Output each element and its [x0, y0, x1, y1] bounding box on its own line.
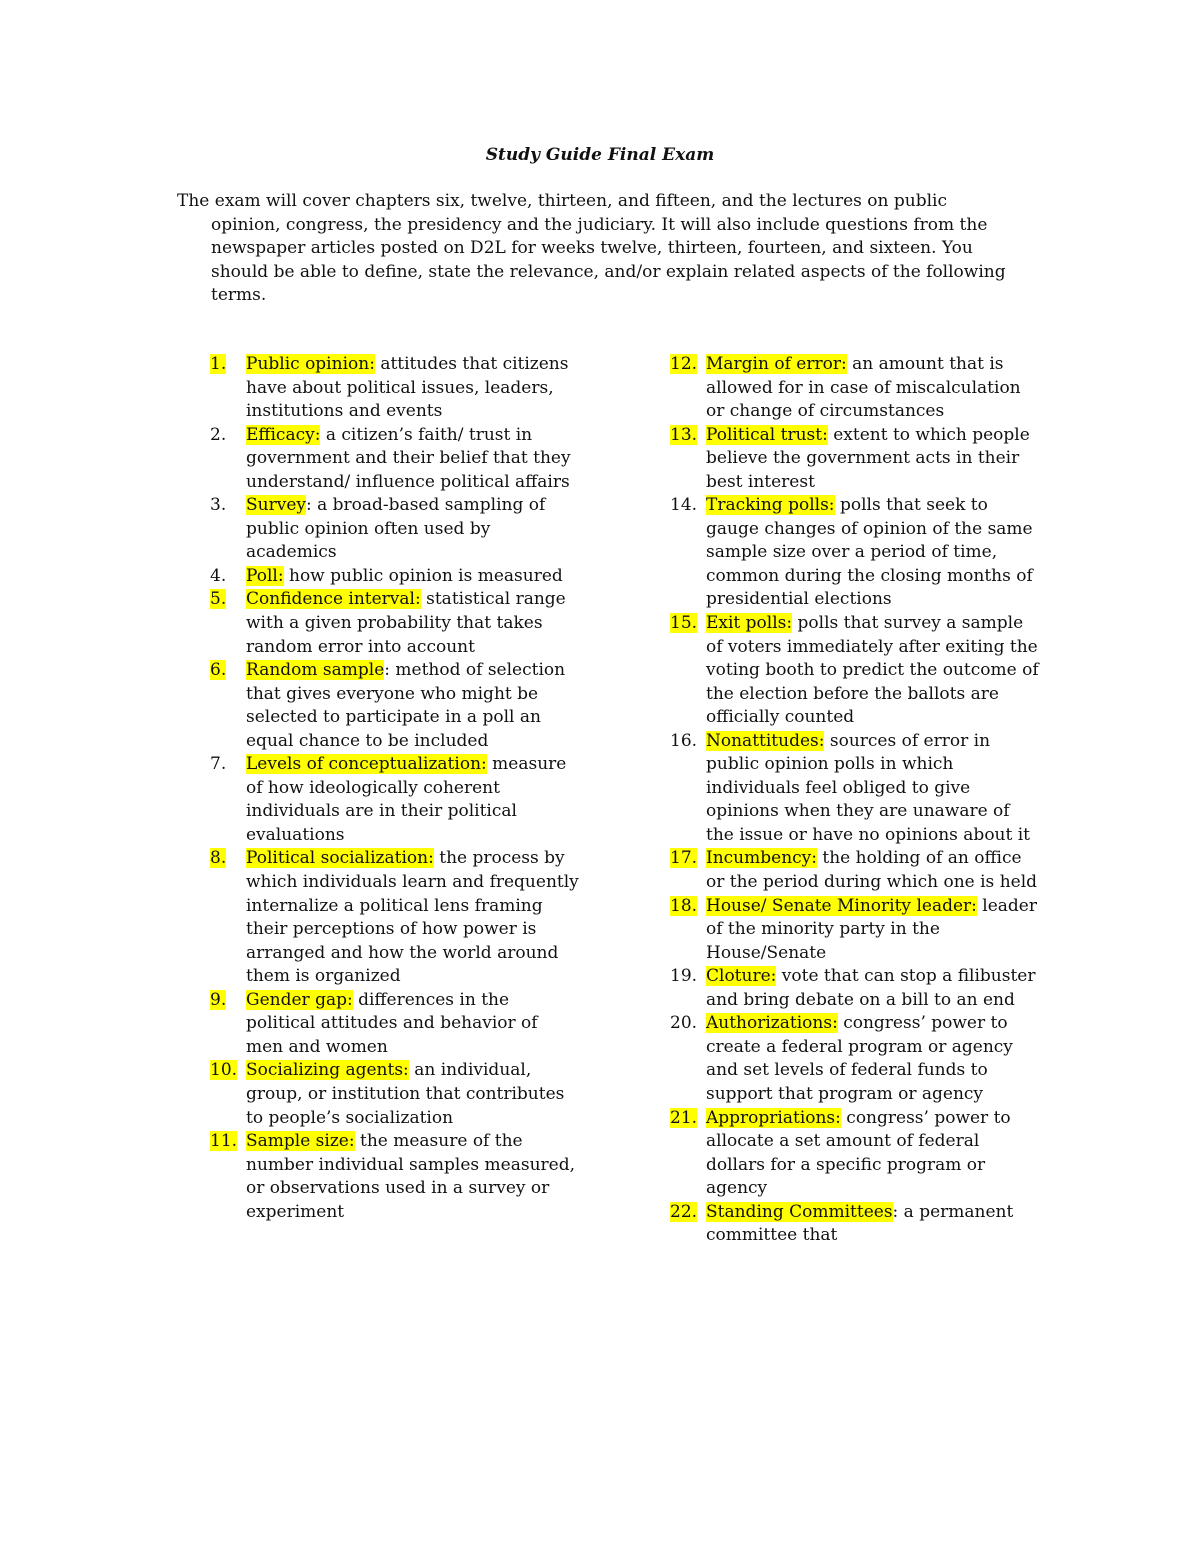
term-item: [210, 424, 580, 495]
term-number: 13.: [670, 424, 698, 445]
term-item: [210, 353, 580, 424]
term-definition: polls that survey a sample of voters immediately after exiting the voting booth to predict the outcome of the election before the ballots are officially counted: [706, 613, 1039, 728]
term-label: Efficacy:: [246, 424, 321, 445]
term-number: 2.: [210, 424, 227, 445]
term-item: [210, 494, 580, 565]
term-number: 9.: [210, 989, 227, 1010]
term-definition: : a broad-based sampling of public opinion often used by academics: [246, 495, 546, 563]
term-definition: congress’ power to allocate a set amount of federal dollars for a specific program or agency: [706, 1107, 1011, 1199]
term-label: Levels of conceptualization:: [246, 754, 487, 775]
term-label: Standing Committees: [706, 1201, 893, 1222]
term-definition: statistical range with a given probability that takes random error into account: [246, 589, 566, 657]
term-item: [210, 565, 580, 589]
term-item: [210, 847, 580, 988]
term-definition: differences in the political attitudes and behavior of men and women: [246, 989, 538, 1057]
term-number: 12.: [670, 354, 698, 374]
term-number: 5.: [210, 589, 227, 610]
term-label: Socializing agents:: [246, 1060, 409, 1081]
term-item: [670, 847, 1040, 894]
term-definition: leader of the minority party in the House/Senate: [706, 895, 1037, 963]
term-label: Exit polls:: [706, 613, 793, 634]
term-definition: sources of error in public opinion polls in which individuals feel obliged to give opinions when they are unaware of the issue or have no opinions about it: [706, 730, 1031, 845]
term-item: [670, 1107, 1040, 1201]
term-item: [670, 353, 1040, 424]
term-label: Political socialization:: [246, 848, 434, 869]
term-label: Tracking polls:: [706, 495, 835, 516]
term-item: [670, 965, 1040, 1012]
term-number: 1.: [210, 354, 227, 374]
term-item: [210, 989, 580, 1060]
term-definition: an individual, group, or institution that contributes to people’s socialization: [246, 1060, 565, 1128]
terms-list-right: [670, 353, 1040, 1248]
term-item: [670, 1201, 1040, 1248]
document-title: Study Guide Final Exam: [485, 145, 715, 165]
term-label: Confidence interval:: [246, 589, 421, 610]
term-item: [210, 753, 580, 847]
term-label: Gender gap:: [246, 989, 353, 1010]
term-definition: attitudes that citizens have about political issues, leaders, institutions and events: [246, 354, 569, 422]
term-number: 18.: [670, 895, 698, 916]
term-label: Political trust:: [706, 424, 828, 445]
term-number: 10.: [210, 1060, 238, 1081]
term-definition: the holding of an office or the period during which one is held: [706, 848, 1038, 893]
term-item: [210, 659, 580, 753]
term-definition: how public opinion is measured: [283, 565, 563, 586]
term-number: 4.: [210, 565, 227, 586]
term-number: 11.: [210, 1131, 238, 1152]
term-number: 15.: [670, 613, 698, 634]
term-item: [670, 1012, 1040, 1106]
term-item: [210, 1130, 580, 1224]
term-label: Margin of error:: [706, 354, 847, 374]
term-number: 19.: [670, 966, 698, 987]
term-definition: : method of selection that gives everyone who might be selected to participate in a poll an equal chance to be included: [246, 660, 566, 751]
term-number: 3.: [210, 495, 227, 516]
term-label: Incumbency:: [706, 848, 817, 869]
term-number: 17.: [670, 848, 698, 869]
term-label: Cloture:: [706, 966, 777, 987]
term-item: [670, 730, 1040, 848]
term-label: Authorizations:: [706, 1013, 838, 1034]
term-label: Appropriations:: [706, 1107, 841, 1128]
term-item: [210, 588, 580, 659]
term-definition: vote that can stop a filibuster and bring debate on a bill to an end: [706, 966, 1036, 1010]
term-definition: a citizen’s faith/ trust in government and their belief that they understand/ influence political affairs: [246, 424, 571, 492]
intro-paragraph: The exam will cover chapters six, twelve, thirteen, and fifteen, and the lectures on public opinion, congress, the presidency and the judiciary. It will also include questions from the newspaper articles posted on D2L for weeks twelve, thirteen, fourteen, and sixteen. You should be able to define, state the relevance, and/or explain related aspects of the following terms.: [177, 191, 1006, 306]
term-number: 14.: [670, 495, 698, 516]
term-item: [670, 612, 1040, 730]
term-label: Public opinion:: [246, 354, 375, 374]
term-number: 6.: [210, 660, 227, 681]
term-number: 7.: [210, 754, 227, 775]
term-item: [670, 494, 1040, 612]
term-definition: congress’ power to create a federal program or agency and set levels of federal funds to support that program or agency: [706, 1013, 1013, 1104]
term-label: Nonattitudes:: [706, 730, 825, 751]
term-item: [670, 895, 1040, 966]
term-definition: measure of how ideologically coherent individuals are in their political evaluations: [246, 754, 567, 845]
term-number: 20.: [670, 1013, 698, 1034]
terms-list-left: [210, 353, 580, 1224]
term-definition: the process by which individuals learn and frequently internalize a political lens framing their perceptions of how power is arranged and how the world around them is organized: [246, 848, 579, 987]
term-definition: extent to which people believe the government acts in their best interest: [706, 424, 1030, 492]
term-definition: the measure of the number individual samples measured, or observations used in a survey or experiment: [246, 1131, 575, 1222]
term-number: 16.: [670, 730, 698, 751]
term-number: 21.: [670, 1107, 698, 1128]
term-label: Poll:: [246, 565, 284, 586]
term-label: Sample size:: [246, 1131, 355, 1152]
term-item: [210, 1059, 580, 1130]
term-label: House/ Senate Minority leader:: [706, 895, 977, 916]
term-number: 8.: [210, 848, 227, 869]
term-item: [670, 424, 1040, 495]
term-definition: an amount that is allowed for in case of miscalculation or change of circumstances: [706, 354, 1021, 422]
term-definition: : a permanent committee that: [706, 1201, 1014, 1246]
term-label: Random sample: [246, 660, 385, 681]
term-number: 22.: [670, 1201, 698, 1222]
term-label: Survey: [246, 495, 306, 516]
term-definition: polls that seek to gauge changes of opinion of the same sample size over a period of time, common during the closing months of presidential elections: [706, 495, 1033, 610]
